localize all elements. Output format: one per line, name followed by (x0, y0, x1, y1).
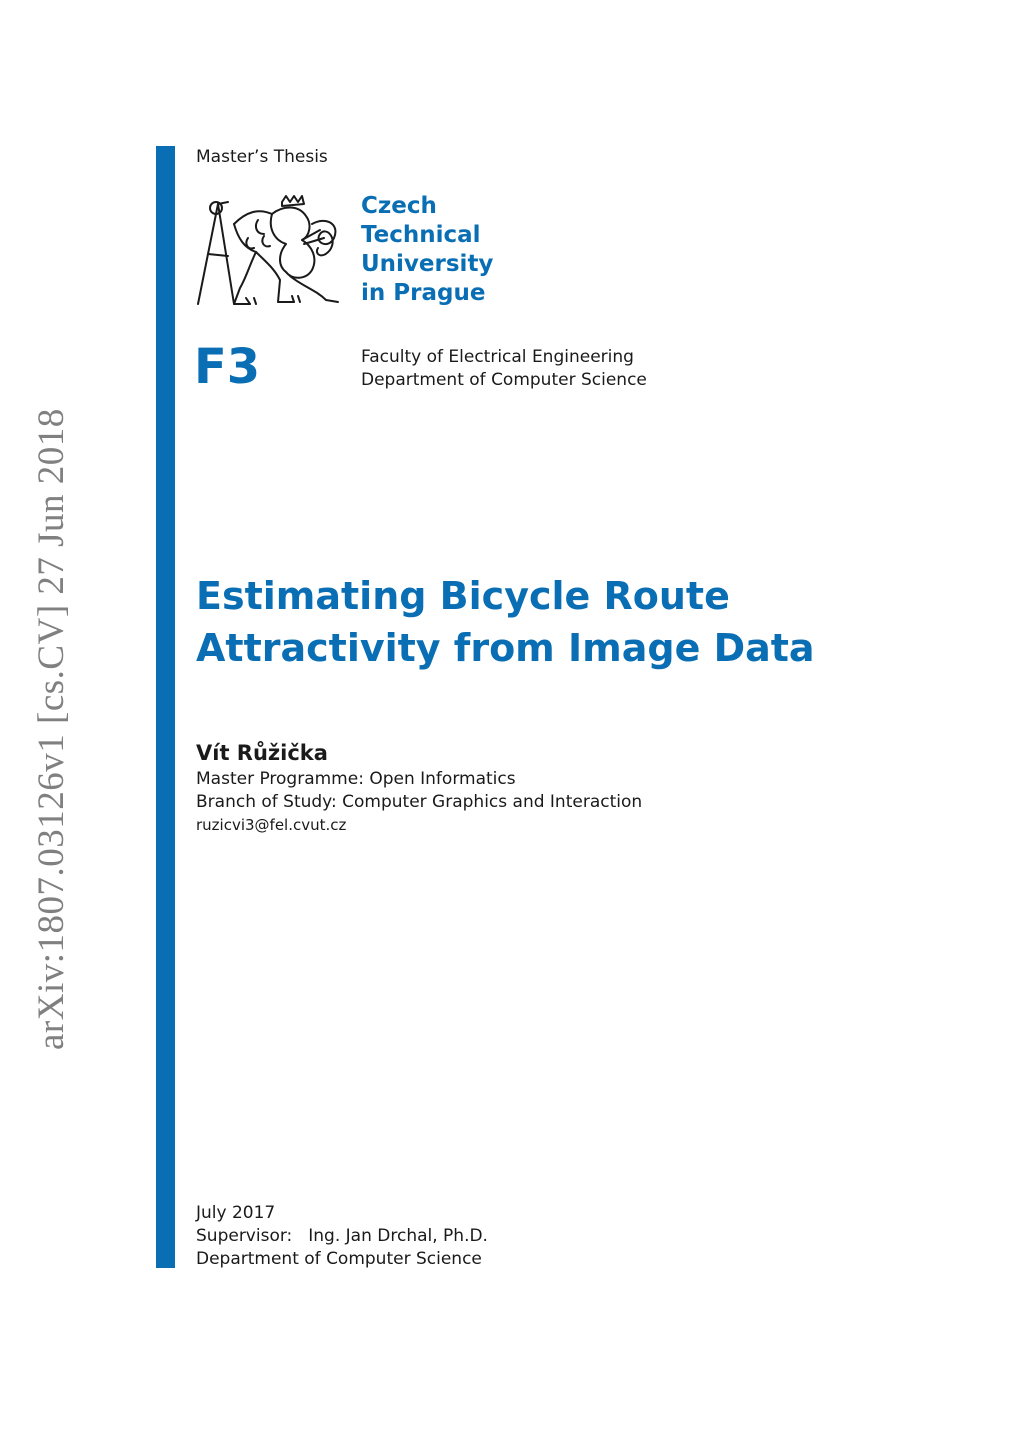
faculty-info (361, 346, 647, 392)
author-programme: Master Programme: Open Informatics (196, 769, 516, 789)
supervisor-department: Department of Computer Science (196, 1249, 482, 1269)
thesis-type-label: Master’s Thesis (196, 147, 328, 167)
author-name: Vít Růžička (196, 741, 328, 765)
faculty-code: F3 (194, 339, 261, 395)
faculty-department: Department of Computer Science (361, 370, 647, 390)
university-line-1: Czech (361, 193, 437, 219)
footer-block (196, 1202, 488, 1271)
submission-date: July 2017 (196, 1203, 276, 1223)
author-branch: Branch of Study: Computer Graphics and Interaction (196, 792, 643, 812)
university-name (361, 192, 493, 308)
university-line-2: Technical (361, 222, 481, 248)
supervisor-line (196, 1225, 488, 1248)
author-block (196, 738, 642, 837)
accent-bar (156, 146, 175, 1268)
supervisor-label: Supervisor: (196, 1226, 293, 1246)
thesis-title-line-2: Attractivity from Image Data (196, 626, 815, 670)
supervisor-name: Ing. Jan Drchal, Ph.D. (308, 1226, 488, 1246)
university-line-4: in Prague (361, 280, 486, 306)
author-email: ruzicvi3@fel.cvut.cz (196, 816, 347, 834)
faculty-name: Faculty of Electrical Engineering (361, 347, 634, 367)
arxiv-stamp: arXiv:1807.03126v1 [cs.CV] 27 Jun 2018 (31, 408, 72, 1050)
ctu-lion-logo-icon (194, 194, 344, 308)
thesis-title (196, 570, 996, 674)
thesis-title-line-1: Estimating Bicycle Route (196, 574, 730, 618)
university-line-3: University (361, 251, 494, 277)
